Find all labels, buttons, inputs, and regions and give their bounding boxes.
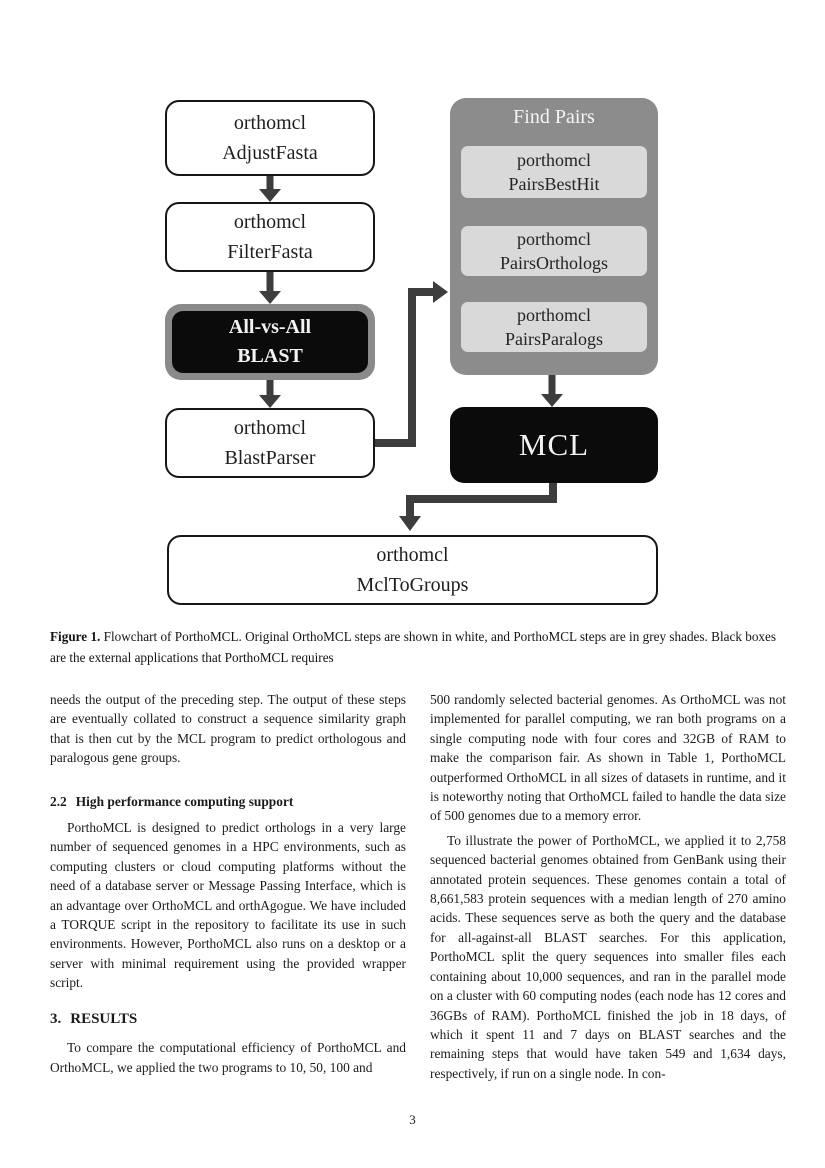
figure-flowchart <box>165 95 659 610</box>
flowchart-box-pairsorthologs <box>461 226 647 276</box>
paragraph: needs the output of the preceding step. The output of these steps are eventually collated to construct a sequence similarity graph that is then cut by the MCL program to predict orthologous and paralogous gene groups. <box>50 692 406 766</box>
arrow-head-down-icon <box>399 516 421 531</box>
section-heading-3 <box>50 1010 406 1029</box>
text-column-left <box>50 690 406 1077</box>
text-column-right <box>430 690 786 1083</box>
arrow-head-right-icon <box>433 281 448 303</box>
findpairs-title: Find Pairs <box>513 106 595 128</box>
section-heading-2-2 <box>50 792 406 811</box>
paragraph: To illustrate the power of PorthoMCL, we applied it to 2,758 sequenced bacterial genomes obtained from GenBank using their annotated protein sequences. These genomes contain a total of 8,661,583 protein sequences with a median length of 270 amino acids. These sequences serve as both the query and the database for all-against-all BLAST searches. For this application, PorthoMCL split the query sequences into smaller files each containing about 10,000 sequences, and ran in the parallel mode on a cluster with 60 computing nodes (each node has 12 cores and 36GBs of RAM). PorthoMCL finished the job in 18 days, of which it spent 11 and 7 days on BLAST searches and the remaining steps that would have taken 549 and 1,634 days, respectively, if run on a single node. In con- <box>430 832 786 1081</box>
figure-caption <box>50 626 776 668</box>
page-number: 3 <box>409 1112 416 1127</box>
box-label-line: orthomcl <box>233 112 307 134</box>
arrow-elbow-mcl-mcltogroups <box>410 483 553 516</box>
section-number: 2.2 <box>50 793 67 809</box>
section-title: RESULTS <box>70 1010 138 1027</box>
box-label-line: MclToGroups <box>356 574 469 596</box>
section-title: High performance computing support <box>75 793 294 809</box>
arrow-shaft <box>267 380 274 396</box>
flowchart-box-blast-outline <box>165 304 375 380</box>
box-label-line: orthomcl <box>233 417 307 439</box>
flowchart-box-blastparser <box>165 408 375 478</box>
flowchart-box-mcl <box>450 407 658 483</box>
paragraph: PorthoMCL is designed to predict orthologs in a very large number of sequenced genomes in a HPC environments, such as computing clusters or cloud computing platforms without the need of a database server or Message Passing Interface, which is an advantage over OrthoMCL and orthAgogue. We have included a TORQUE script in the repository to facilitate its use in such environments. However, PorthoMCL also runs on a desktop or a server with minimal requirement using the provided wrapper script. <box>50 820 406 991</box>
flowchart-box-blast <box>172 311 368 373</box>
box-label-line: PairsBestHit <box>508 174 600 194</box>
section-number: 3. <box>50 1010 62 1027</box>
box-label-line: AdjustFasta <box>222 142 318 164</box>
arrow-head-down-icon <box>259 395 281 408</box>
arrow-shaft <box>267 176 274 190</box>
figure-caption-text: Flowchart of PorthoMCL. Original OrthoMCL steps are shown in white, and PorthoMCL steps are in grey shades. Black boxes are the external applications that PorthoMCL requires <box>50 629 777 665</box>
arrow-shaft <box>267 272 274 292</box>
flowchart-box-pairsbesthit <box>461 146 647 198</box>
box-label-line: MCL <box>518 427 590 462</box>
box-label-line: FilterFasta <box>227 241 313 263</box>
paragraph: To compare the computational efficiency of PorthoMCL and OrthoMCL, we applied the two programs to 10, 50, 100 and <box>50 1040 406 1075</box>
box-label-line: orthomcl <box>233 211 307 233</box>
box-label-line: BLAST <box>237 345 303 367</box>
paragraph: 500 randomly selected bacterial genomes. As OrthoMCL was not implemented for parallel computing, we ran both programs on a single computing node with four cores and 32GB of RAM to make the comparison fair. As shown in Table 1, PorthoMCL outperformed OrthoMCL in all sizes of datasets in runtime, and it is noteworthy noting that OrthoMCL failed to handle the data size of 500 genomes due to a memory error. <box>430 692 786 824</box>
flowchart-box-mcltogroups <box>167 535 658 605</box>
box-label-line: porthomcl <box>517 149 591 170</box>
box-label-line: BlastParser <box>224 447 316 469</box>
box-label-line: porthomcl <box>517 228 591 249</box>
arrow-shaft <box>549 375 556 395</box>
arrow-elbow-blastparser-findpairs <box>375 292 433 443</box>
arrow-head-down-icon <box>259 291 281 304</box>
flowchart-box-pairsparalogs <box>461 302 647 352</box>
box-label-line: PairsOrthologs <box>500 253 608 273</box>
flowchart-group-findpairs <box>450 98 658 375</box>
box-label-line: porthomcl <box>517 304 591 325</box>
figure-caption-label: Figure 1. <box>50 629 101 644</box>
flowchart-box-filterfasta <box>165 202 375 272</box>
arrow-head-down-icon <box>259 189 281 202</box>
box-label-line: All-vs-All <box>228 316 312 338</box>
arrow-head-down-icon <box>541 394 563 407</box>
flowchart-box-adjustfasta <box>165 100 375 176</box>
box-label-line: PairsParalogs <box>505 329 603 349</box>
box-label-line: orthomcl <box>376 544 449 566</box>
